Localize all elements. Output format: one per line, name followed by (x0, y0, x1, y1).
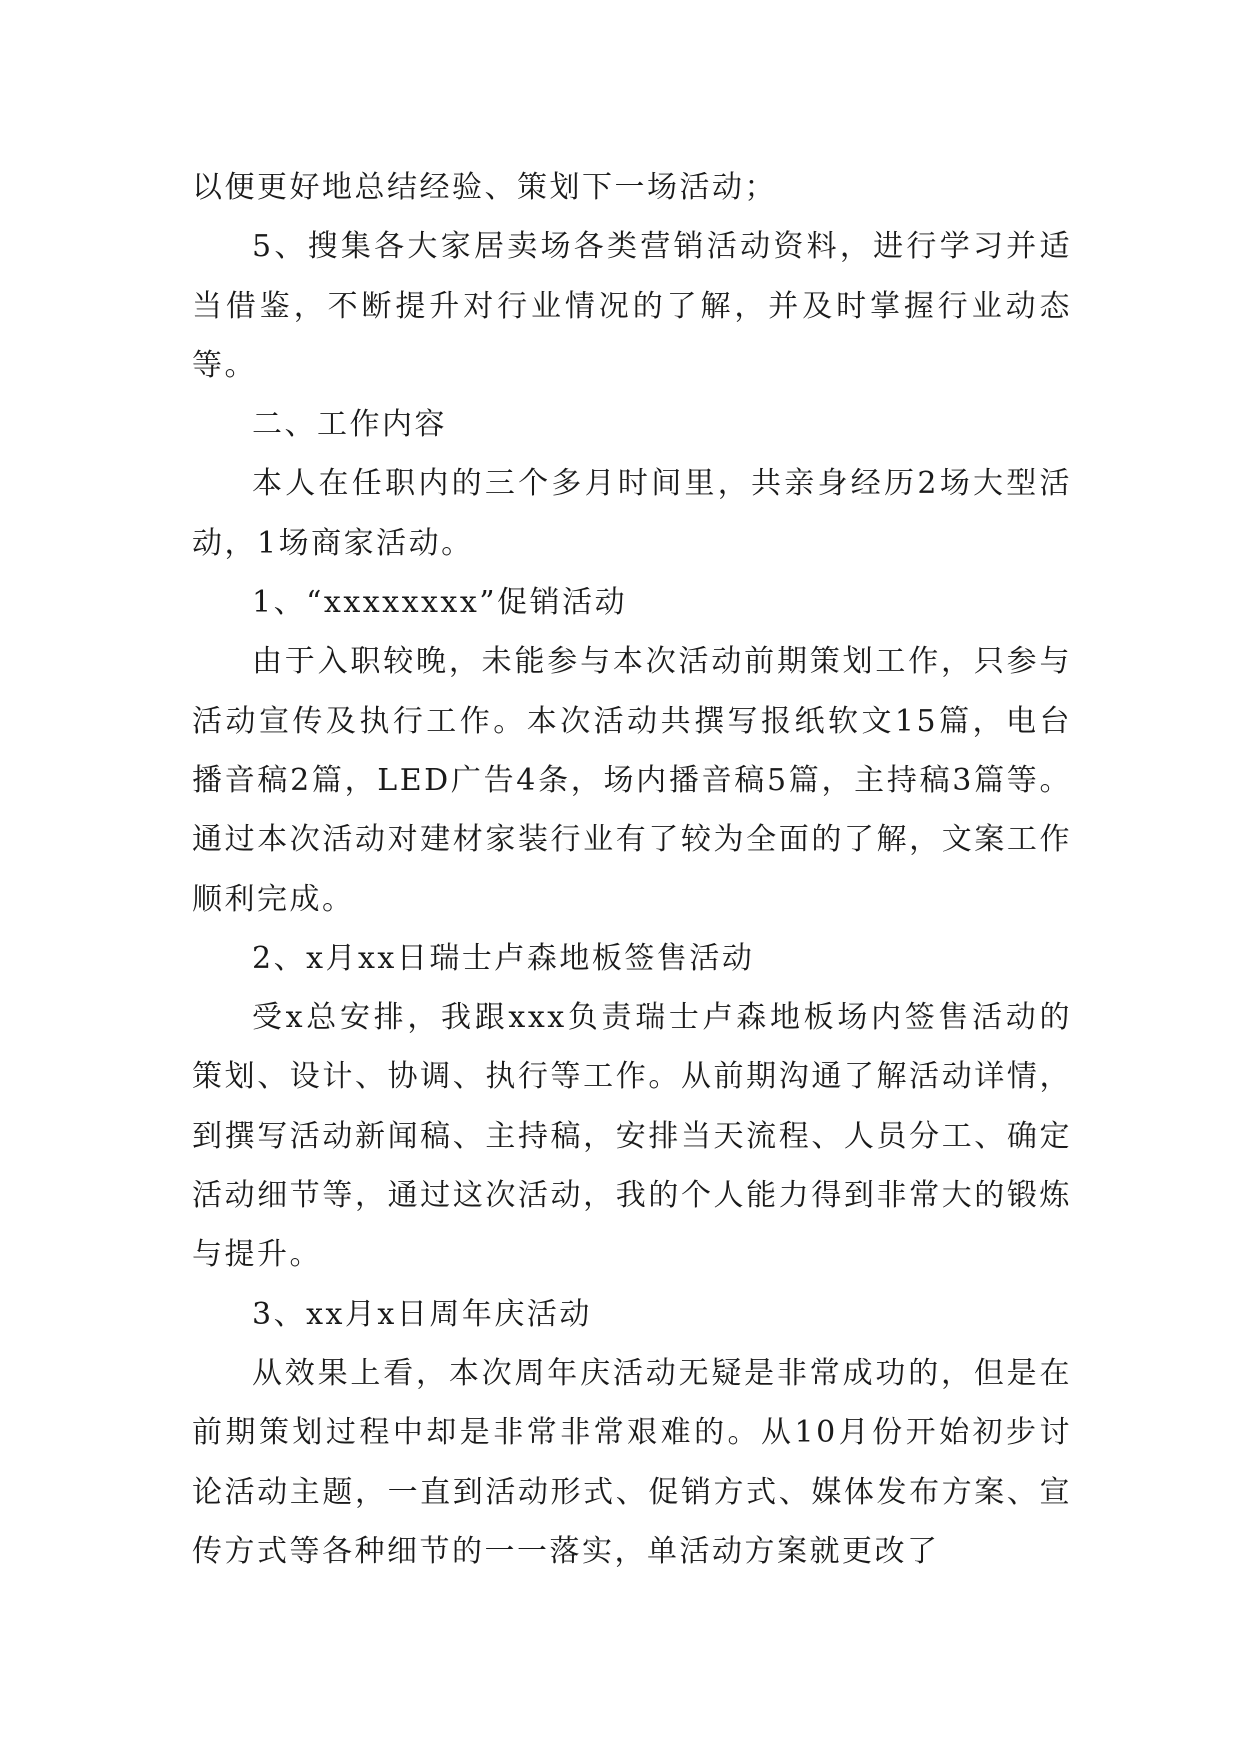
subheading-signing-activity: 2、x月xx日瑞士卢森地板签售活动 (252, 940, 755, 976)
section-heading-work-content: 二、工作内容 (252, 407, 447, 443)
paragraph-signing-details: 受x总安排，我跟xxx负责瑞士卢森地板场内签售活动的策划、设计、协调、执行等工作。从前期沟通了解活动详情，到撰写活动新闻稿、主持稿，安排当天流程、人员分工、确定活动细节等，通过这次活动，我的个人能力得到非常大的锻炼与提升。 (192, 1000, 1072, 1273)
paragraph-item-5: 5、搜集各大家居卖场各类营销活动资料，进行学习并适当借鉴，不断提升对行业情况的了解，并及时掌握行业动态等。 (192, 229, 1072, 383)
subheading-anniversary-activity: 3、xx月x日周年庆活动 (252, 1296, 592, 1332)
paragraph-promotion-details: 由于入职较晚，未能参与本次活动前期策划工作，只参与活动宣传及执行工作。本次活动共撰写报纸软文15篇，电台播音稿2篇，LED广告4条，场内播音稿5篇，主持稿3篇等。通过本次活动对建材家装行业有了较为全面的了解，文案工作顺利完成。 (192, 644, 1072, 917)
paragraph-anniversary-details: 从效果上看，本次周年庆活动无疑是非常成功的，但是在前期策划过程中却是非常非常艰难的。从10月份开始初步讨论活动主题，一直到活动形式、促销方式、媒体发布方案、宣传方式等各种细节的一一落实，单活动方案就更改了 (192, 1355, 1072, 1569)
document-body (192, 158, 1072, 1581)
paragraph-continuation: 以便更好地总结经验、策划下一场活动； (192, 170, 777, 205)
paragraph-summary: 本人在任职内的三个多月时间里，共亲身经历2场大型活动，1场商家活动。 (192, 466, 1072, 561)
subheading-promotion-activity: 1、“xxxxxxxx”促销活动 (252, 585, 628, 621)
